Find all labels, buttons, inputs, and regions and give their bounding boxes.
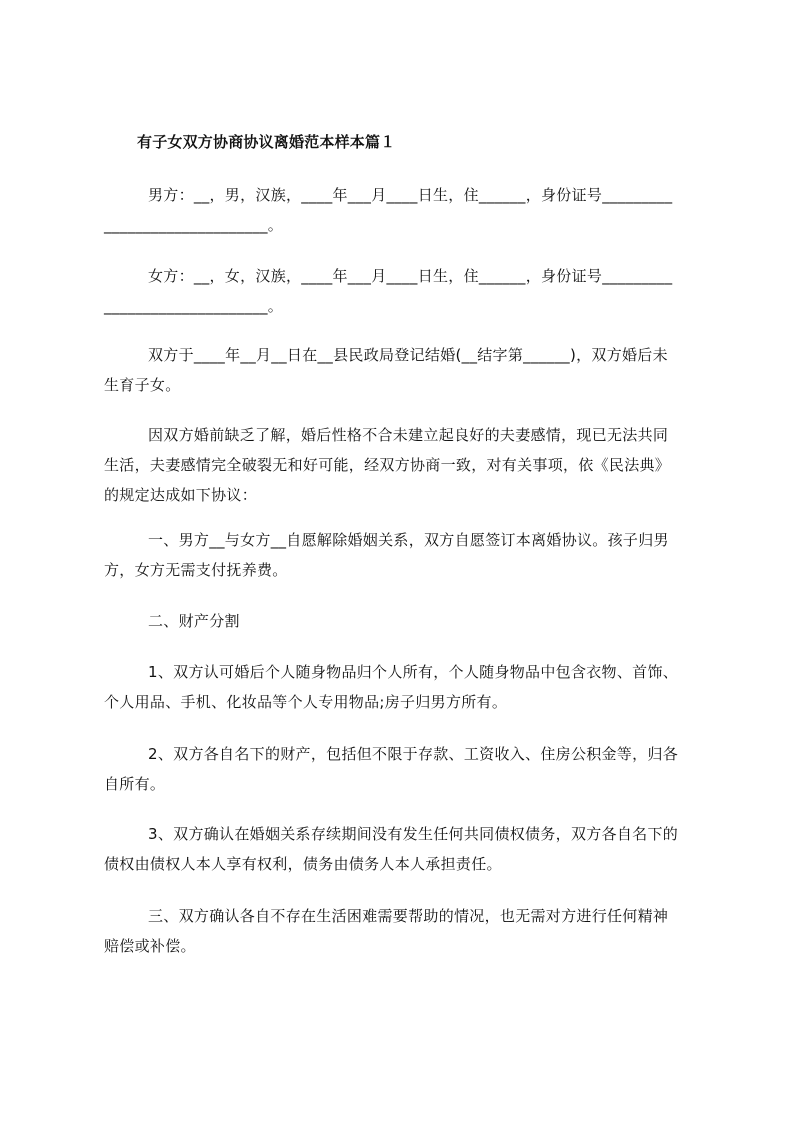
paragraph-line: 生育子女。: [104, 376, 181, 394]
paragraph-line: 1、双方认可婚后个人随身物品归个人所有，个人随身物品中包含衣物、首饰、: [148, 663, 679, 681]
paragraph-clause-three: [104, 901, 704, 961]
paragraph-property-item-1: [104, 657, 704, 717]
paragraph-line: 赔偿或补偿。: [104, 937, 196, 955]
paragraph-clause-two-heading: [104, 606, 704, 636]
paragraph-line: _____________________。: [104, 216, 284, 234]
paragraph-line: 男方：__，男，汉族，____年___月____日生，住______，身份证号_________: [148, 186, 673, 204]
document-title: 有子女双方协商协议离婚范本样本篇１: [137, 133, 396, 151]
paragraph-line: 3、双方确认在婚姻关系存续期间没有发生任何共同债权债务，双方各自名下的: [148, 825, 679, 843]
paragraph-husband-info: [104, 180, 704, 240]
paragraph-line: 因双方婚前缺乏了解，婚后性格不合未建立起良好的夫妻感情，现已无法共同: [148, 426, 669, 444]
paragraph-wife-info: [104, 261, 704, 321]
paragraph-line: 的规定达成如下协议：: [104, 486, 258, 504]
paragraph-line: 二、财产分割: [148, 612, 240, 630]
paragraph-line: 生活，夫妻感情完全破裂无和好可能，经双方协商一致，对有关事项，依《民法典》: [104, 456, 671, 474]
paragraph-line: 债权由债权人本人享有权利，债务由债务人本人承担责任。: [104, 855, 502, 873]
paragraph-clause-one: [104, 525, 704, 585]
paragraph-property-item-3: [104, 819, 704, 879]
paragraph-property-item-2: [104, 739, 704, 799]
paragraph-line: 自所有。: [104, 775, 166, 793]
paragraph-line: 2、双方各自名下的财产，包括但不限于存款、工资收入、住房公积金等，归各: [148, 745, 679, 763]
paragraph-line: 个人用品、手机、化妆品等个人专用物品;房子归男方所有。: [104, 693, 508, 711]
paragraph-line: 女方：__，女，汉族，____年___月____日生，住______，身份证号_________: [148, 267, 673, 285]
paragraph-line: 双方于____年__月__日在__县民政局登记结婚(__结字第______)，双方婚后未: [148, 346, 668, 364]
paragraph-line: 方，女方无需支付抚养费。: [104, 561, 288, 579]
paragraph-line: 三、双方确认各自不存在生活困难需要帮助的情况，也无需对方进行任何精神: [148, 907, 669, 925]
paragraph-marriage-registration: [104, 340, 704, 400]
paragraph-divorce-reason: [104, 420, 704, 510]
paragraph-line: 一、男方__与女方__自愿解除婚姻关系，双方自愿签订本离婚协议。孩子归男: [148, 531, 669, 549]
paragraph-line: _____________________。: [104, 297, 284, 315]
